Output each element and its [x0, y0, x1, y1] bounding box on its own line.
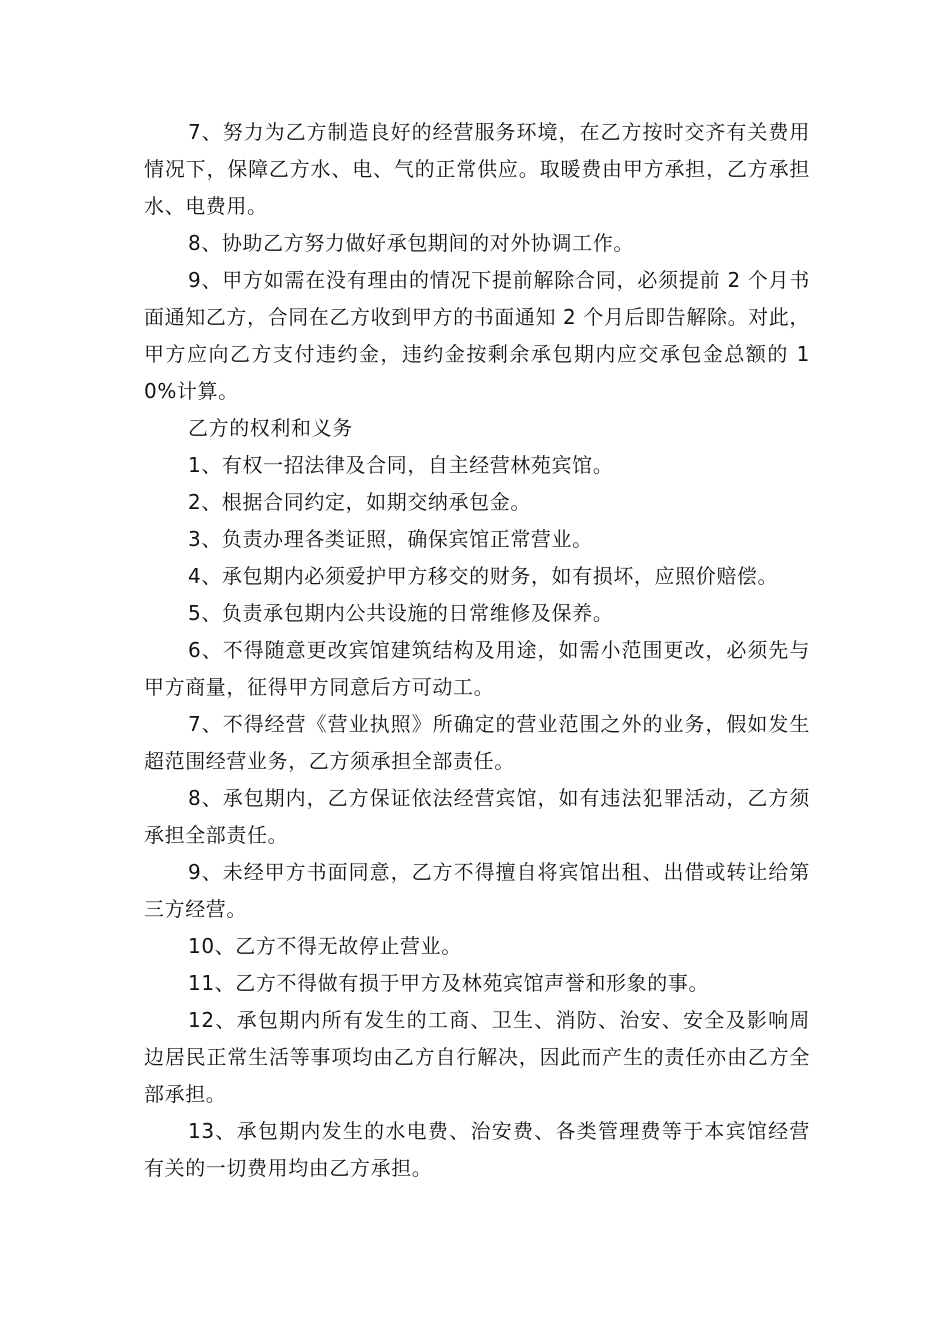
paragraph-party-a-8: 8、协助乙方努力做好承包期间的对外协调工作。: [188, 231, 634, 255]
paragraph-party-b-2: 2、根据合同约定，如期交纳承包金。: [188, 490, 531, 514]
paragraph-party-b-9: 9、未经甲方书面同意，乙方不得擅自将宾馆出租、出借或转让给第三方经营。: [144, 860, 810, 921]
paragraph-party-b-12: 12、承包期内所有发生的工商、卫生、消防、治安、安全及影响周边居民正常生活等事项均由乙方自行解决，因此而产生的责任亦由乙方全部承担。: [144, 1008, 810, 1106]
paragraph-party-b-8: 8、承包期内，乙方保证依法经营宾馆，如有违法犯罪活动，乙方须承担全部责任。: [144, 786, 810, 847]
paragraph-party-b-5: 5、负责承包期内公共设施的日常维修及保养。: [188, 601, 614, 625]
paragraph-party-b-3: 3、负责办理各类证照，确保宾馆正常营业。: [188, 527, 593, 551]
paragraph-party-b-11: 11、乙方不得做有损于甲方及林苑宾馆声誉和形象的事。: [188, 971, 710, 995]
paragraph-party-b-10: 10、乙方不得无故停止营业。: [188, 934, 462, 958]
paragraph-party-b-7: 7、不得经营《营业执照》所确定的营业范围之外的业务，假如发生超范围经营业务，乙方须承担全部责任。: [144, 712, 810, 773]
paragraph-party-b-1: 1、有权一招法律及合同，自主经营林苑宾馆。: [188, 453, 614, 477]
paragraph-party-b-4: 4、承包期内必须爱护甲方移交的财务，如有损坏，应照价赔偿。: [188, 564, 779, 588]
paragraph-party-b-13: 13、承包期内发生的水电费、治安费、各类管理费等于本宾馆经营有关的一切费用均由乙方承担。: [144, 1119, 810, 1180]
paragraph-party-a-9: 9、甲方如需在没有理由的情况下提前解除合同，必须提前 2 个月书面通知乙方，合同在乙方收到甲方的书面通知 2 个月后即告解除。对此，甲方应向乙方支付违约金，违约金按剩余承包期内应交承包金总额的 10%计算。: [144, 268, 810, 403]
section-heading-party-b: 乙方的权利和义务: [188, 416, 353, 440]
document-page: [144, 114, 810, 1187]
paragraph-party-b-6: 6、不得随意更改宾馆建筑结构及用途，如需小范围更改，必须先与甲方商量，征得甲方同意后方可动工。: [144, 638, 810, 699]
paragraph-party-a-7: 7、努力为乙方制造良好的经营服务环境，在乙方按时交齐有关费用情况下，保障乙方水、电、气的正常供应。取暖费由甲方承担，乙方承担水、电费用。: [144, 120, 810, 218]
